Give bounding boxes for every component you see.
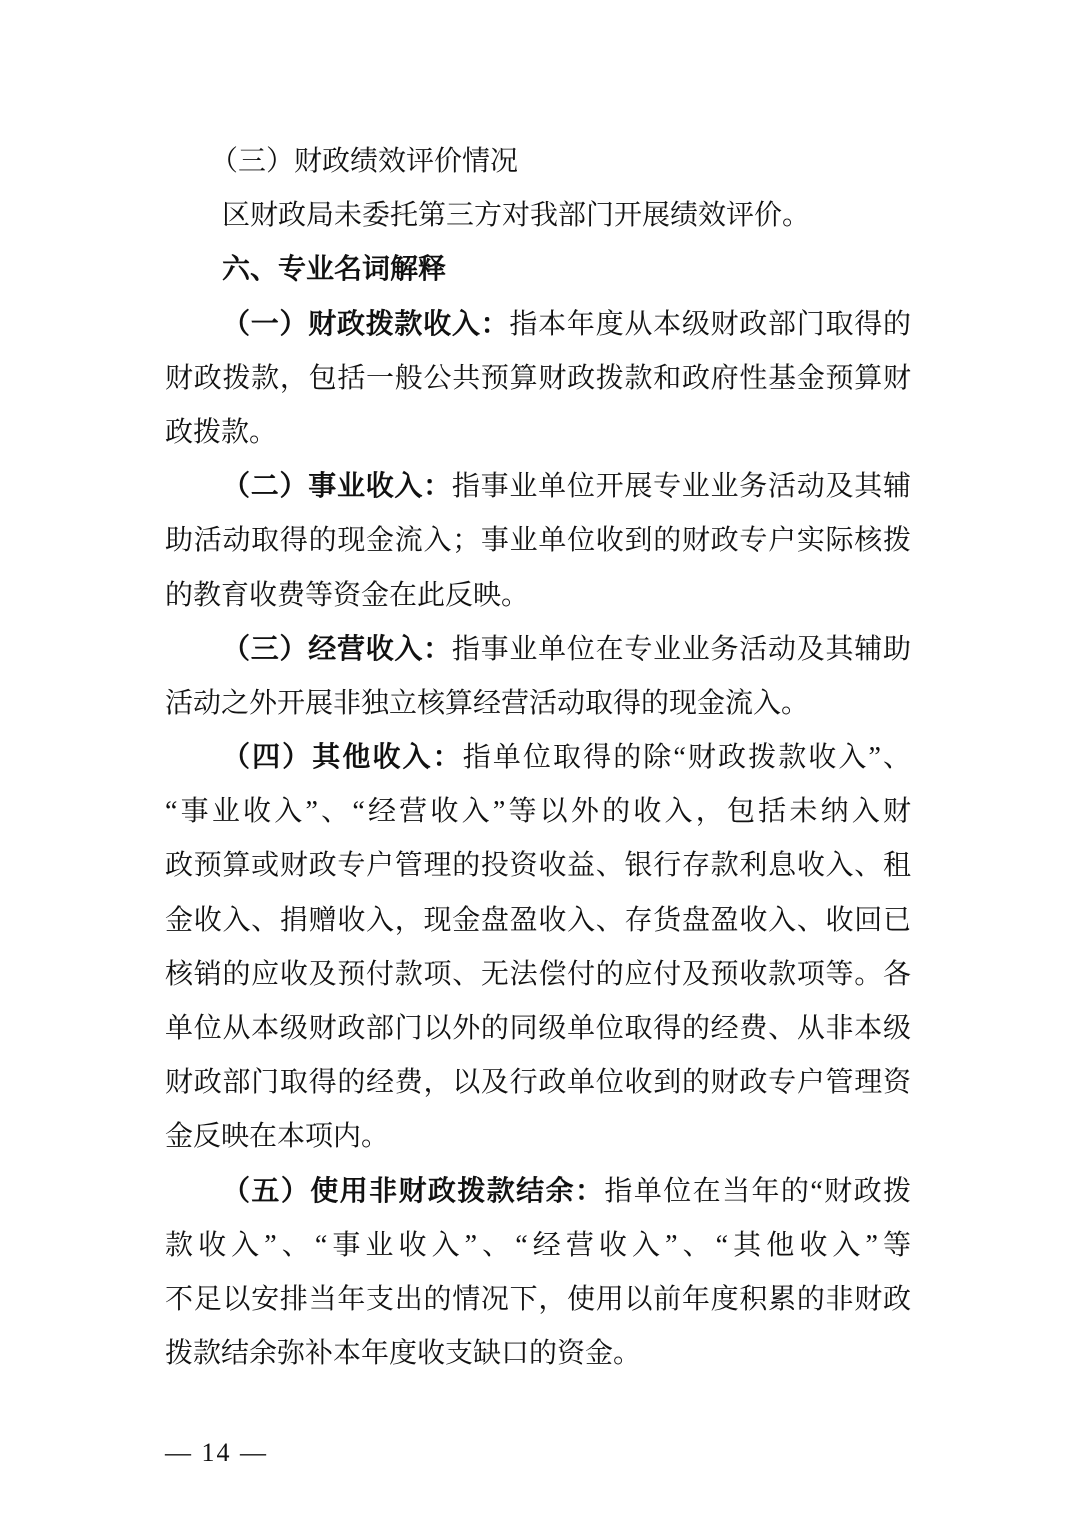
document-body [165,135,911,1381]
term-text: 不足以安排当年支出的情况下，使用以前年度积累的非财政 [165,1283,911,1315]
term-paragraph [165,460,911,623]
term-text: 政预算或财政专户管理的投资收益、银行存款利息收入、租 [165,850,911,882]
term-line [165,406,911,460]
term-paragraph [165,1165,911,1382]
term-text: 财政拨款，包括一般公共预算财政拨款和政府性基金预算财 [165,362,911,394]
term-line [165,677,911,731]
term-line [165,1056,911,1110]
term-line [165,1273,911,1327]
term-text: 金反映在本项内。 [165,1121,390,1153]
term-line [165,514,911,568]
term-text: 核销的应收及预付款项、无法偿付的应付及预收款项等。各 [165,958,911,990]
term-text: 政拨款。 [165,416,278,448]
term-line [165,1002,911,1056]
term-line [165,1327,911,1381]
term-line [165,1165,911,1219]
term-text: 指单位取得的除“财政拨款收入”、 [462,742,911,774]
term-paragraph [165,731,911,1165]
section-heading: （三）财政绩效评价情况 [210,146,519,177]
term-text: 指事业单位开展专业业务活动及其辅 [451,471,911,503]
term-line [165,623,911,677]
term-line [165,460,911,514]
term-text: 活动之外开展非独立核算经营活动取得的现金流入。 [165,687,810,719]
term-title: （五）使用非财政拨款结余： [222,1175,605,1207]
term-line [165,1110,911,1164]
term-text: 的教育收费等资金在此反映。 [165,579,530,611]
term-line [165,785,911,839]
chapter-heading: 六、专业名词解释 [222,254,447,286]
term-text: 助活动取得的现金流入；事业单位收到的财政专户实际核拨 [165,525,911,557]
term-paragraph [165,623,911,731]
term-text: “事业收入”、“经营收入”等以外的收入，包括未纳入财 [165,796,911,828]
term-line [165,731,911,785]
term-line [165,1219,911,1273]
term-text: 指事业单位在专业业务活动及其辅助 [451,633,911,665]
section-text: 区财政局未委托第三方对我部门开展绩效评价。 [222,200,811,232]
term-text: 金收入、捐赠收入，现金盘盈收入、存货盘盈收入、收回已 [165,904,911,936]
term-text: 财政部门取得的经费，以及行政单位收到的财政专户管理资 [165,1067,911,1099]
term-title: （二）事业收入： [222,471,452,503]
term-line [165,894,911,948]
term-line [165,839,911,893]
term-paragraph [165,298,911,461]
term-text: 款收入”、“事业收入”、“经营收入”、“其他收入”等 [165,1229,911,1261]
page-number: — 14 — [165,1438,268,1467]
term-title: （三）经营收入： [222,633,452,665]
term-line [165,948,911,1002]
term-line [165,352,911,406]
term-text: 单位从本级财政部门以外的同级单位取得的经费、从非本级 [165,1013,911,1044]
term-text: 拨款结余弥补本年度收支缺口的资金。 [165,1338,642,1370]
term-line [165,569,911,623]
term-text: 指单位在当年的“财政拨 [604,1175,911,1207]
term-title: （一）财政拨款收入： [222,308,510,340]
term-text: 指本年度从本级财政部门取得的 [509,308,911,340]
term-title: （四）其他收入： [222,742,463,774]
terms-list [165,298,911,1382]
term-line [165,298,911,352]
